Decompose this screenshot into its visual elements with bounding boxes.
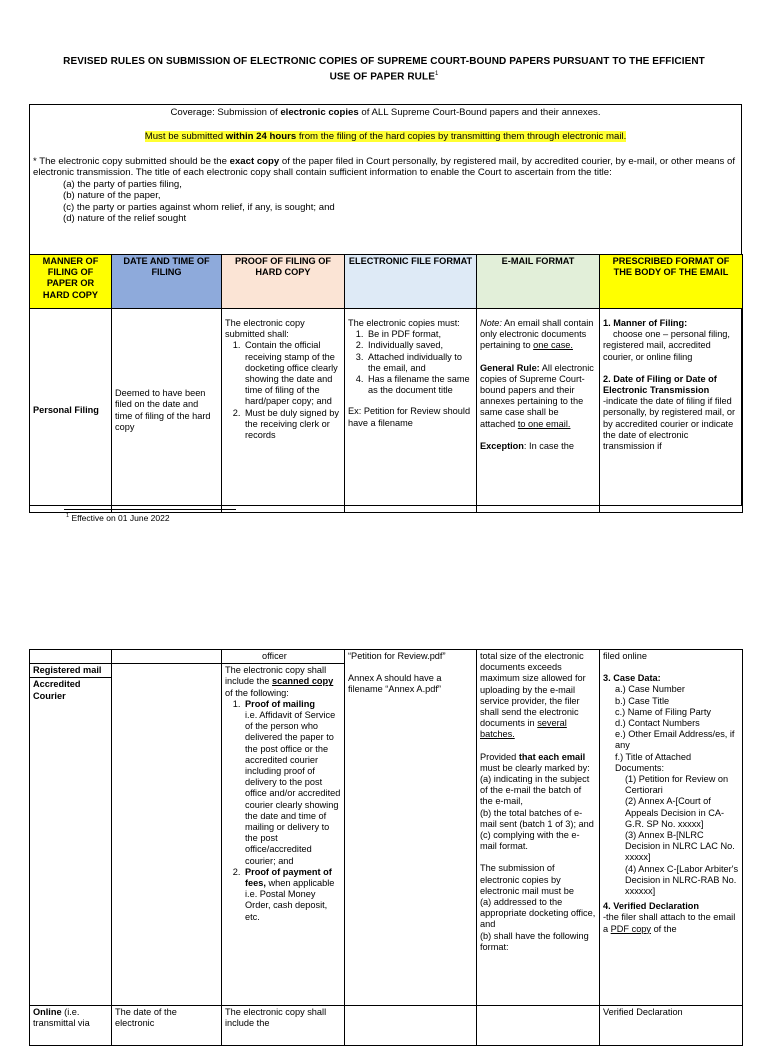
table-row-personal <box>30 309 743 513</box>
note-item: (d) nature of the relief sought <box>63 213 187 225</box>
body-section-1-title: 1. Manner of Filing: <box>603 318 688 328</box>
proof-mailing-title: Proof of mailing <box>245 698 315 709</box>
title-footnote-mark: 1 <box>434 71 439 77</box>
manner-registered <box>30 664 112 1006</box>
proof-registered <box>222 664 345 1006</box>
date-online: The date of the electronic <box>112 1006 222 1046</box>
footnote-rule <box>64 509 236 510</box>
date-registered <box>112 664 222 1006</box>
manner-registered-mail: Registered mail <box>33 665 102 676</box>
proof-scanned-rest: of the following: <box>225 687 289 698</box>
note-text-a: * The electronic copy submitted should be the <box>33 156 230 167</box>
manner-cell <box>30 309 112 513</box>
coverage-line <box>30 105 741 119</box>
proof-intro: The electronic copy submitted shall: <box>225 318 305 340</box>
email-registered <box>477 650 600 1006</box>
table-row-online <box>30 1006 743 1046</box>
body-cont: filed online <box>603 651 647 661</box>
email-batches-underlined: several batches. <box>480 718 567 740</box>
manner-online-rest: (i.e. transmittal via <box>33 1007 90 1029</box>
header-file-format: ELECTRONIC FILE FORMAT <box>345 255 477 309</box>
case-data-item: f.) Title of Attached Documents: <box>615 751 692 773</box>
coverage-prefix: Coverage: Submission of <box>170 107 281 118</box>
note-bold: exact copy <box>229 156 280 167</box>
manner-accredited-courier: Accredited Courier <box>30 677 111 701</box>
format-item: 3. Attached individually to the email, and <box>366 352 473 374</box>
note-item: (b) nature of the paper, <box>63 190 161 202</box>
email-provided-rest: must be clearly marked by: <box>480 762 590 773</box>
proof-online: The electronic copy shall include the <box>222 1006 345 1046</box>
manner-online <box>30 1006 112 1046</box>
header-body-format: PRESCRIBED FORMAT OF THE BODY OF THE EMAIL <box>600 255 743 309</box>
body-section-3-title: 3. Case Data: <box>603 673 661 684</box>
proof-payment-title: Proof of payment of fees, <box>245 866 332 889</box>
deadline-prefix: Must be submitted <box>144 131 226 142</box>
format-intro: The electronic copies must: <box>348 318 460 328</box>
deadline-line <box>30 130 741 143</box>
cont-manner <box>30 650 112 664</box>
cont-date <box>112 650 222 664</box>
email-rule-underlined: to one email. <box>517 418 571 429</box>
manner-online-bold: Online <box>33 1007 62 1018</box>
email-item: (a) indicating in the subject of the e-mail the batch of the e-mail, <box>480 774 590 807</box>
format-item: 1. Be in PDF format, <box>366 329 473 340</box>
email-provided: Provided <box>480 751 519 762</box>
proof-payment-text: when applicable i.e. Postal Money Order, cash deposit, etc. <box>245 878 335 922</box>
proof-personal <box>222 309 345 513</box>
manner-personal: Personal Filing <box>33 404 99 415</box>
note-item: (a) the party of parties filing, <box>63 178 182 190</box>
proof-scanned-intro: The electronic copy shall include the <box>225 665 327 687</box>
format-cont-annex: Annex A should have a filename “Annex A.pdf” <box>348 673 442 695</box>
header-manner: MANNER OF FILING OF PAPER OR HARD COPY <box>30 255 112 309</box>
table-row-continued <box>30 650 743 664</box>
case-data-item: b.) Case Title <box>615 695 670 706</box>
deadline-bold: within 24 hours <box>225 131 297 142</box>
format-item: 2. Individually saved, <box>366 340 473 351</box>
email-rule-text: All electronic copies of Supreme Court-bound papers and their annexes pertaining to the same case shall be attached <box>480 362 594 429</box>
email-item: (c) complying with the e-mail format. <box>480 830 580 852</box>
document-title <box>60 55 708 83</box>
date-personal: Deemed to have been filed on the date and time of filing of the hard copy <box>112 309 222 513</box>
header-email-format: E-MAIL FORMAT <box>477 255 600 309</box>
cont-proof: officer <box>222 650 345 664</box>
coverage-bold: electronic copies <box>280 107 359 118</box>
email-provided-bold: that each email <box>518 751 586 762</box>
email-item: (b) the total batches of e-mail sent (batch 1 of 3); and <box>480 807 594 829</box>
exact-copy-note <box>33 156 735 224</box>
body-section-2-title: 2. Date of Filing or Date of Electronic Transmission <box>603 373 717 396</box>
case-data-item: c.) Name of Filing Party <box>615 706 711 717</box>
body-section-2-text: -indicate the date of filing if filed personally, by registered mail, or by accredited courier or indicate the date of electronic transmission if <box>603 396 736 452</box>
rules-table-part-1 <box>29 254 743 513</box>
note-text-b: of the paper filed in Court personally, by registered mail, by accredited courier, by e-mail, or other means of electronic transmission. The title of each electronic copy shall contain sufficient information to enable the Court to ascertain from the title: <box>33 156 735 179</box>
email-note-label: Note: <box>480 318 502 328</box>
proof-payment-item <box>243 867 341 923</box>
header-date: DATE AND TIME OF FILING <box>112 255 222 309</box>
proof-mailing-text: i.e. Affidavit of Service of the person who delivered the paper to the post office or the accredited courier including proof of delivery to the post office and/or accredited courier clearly showing the date and time of mailing or delivery to the post office/accredited courier; and <box>245 710 341 866</box>
footnote-mark: 1 <box>66 513 70 520</box>
title-text: REVISED RULES ON SUBMISSION OF ELECTRONIC COPIES OF SUPREME COURT-BOUND PAPERS PURSUANT TO THE EFFICIENT USE OF PAPER RULE <box>63 56 705 83</box>
footnote-text: Effective on 01 June 2022 <box>71 513 170 523</box>
email-exception-label: Exception <box>480 440 524 451</box>
body-registered <box>600 650 743 1006</box>
note-item: (c) the party or parties against whom relief, if any, is sought; and <box>63 201 335 213</box>
email-submission-text: The submission of electronic copies by electronic mail must be <box>480 863 574 896</box>
email-submission-item: (a) addressed to the appropriate docketing office, and <box>480 897 596 930</box>
format-example: Ex: Petition for Review should have a filename <box>348 406 471 428</box>
email-batches-text: total size of the electronic documents exceeds maximum size allowed for uploading by the e-mail service provider, the filer shall send the electronic documents in <box>480 651 586 729</box>
deadline-suffix: from the filing of the hard copies by transmitting them through electronic mail. <box>296 131 627 142</box>
email-submission-item: (b) shall have the following format: <box>480 930 589 952</box>
format-cont-filename: “Petition for Review.pdf” <box>348 651 446 661</box>
body-section-4-title: 4. Verified Declaration <box>603 901 699 912</box>
body-section-1-text: choose one – personal filing, registered mail, accredited courier, or online filing <box>603 329 730 362</box>
footnote <box>66 513 170 523</box>
proof-item: 1. Contain the official receiving stamp of the docketing office clearly showing the date and time of filing of the hard/paper copy; and <box>243 340 341 407</box>
email-personal <box>477 309 600 513</box>
case-data-item: d.) Contact Numbers <box>615 718 700 729</box>
case-data-item: a.) Case Number <box>615 684 685 695</box>
page-2 <box>0 560 768 1029</box>
body-section-4-underlined: PDF copy <box>610 923 652 934</box>
email-online <box>477 1006 600 1046</box>
email-rule-label: General Rule: <box>480 362 540 373</box>
proof-item: 2. Must be duly signed by the receiving clerk or records <box>243 408 341 442</box>
format-registered <box>345 650 477 1006</box>
table-header-row <box>30 255 743 309</box>
format-item: 4. Has a filename the same as the document title <box>366 374 473 396</box>
rules-table-part-2 <box>29 649 743 1046</box>
case-data-item: e.) Other Email Address/es, if any <box>615 729 735 751</box>
format-personal <box>345 309 477 513</box>
header-proof: PROOF OF FILING OF HARD COPY <box>222 255 345 309</box>
body-section-4-rest: of the <box>651 923 677 934</box>
format-online <box>345 1006 477 1046</box>
body-online: Verified Declaration <box>600 1006 743 1046</box>
body-section-4-text: -the filer shall attach to the email a <box>603 912 736 934</box>
proof-scanned-copy: scanned copy <box>272 676 334 687</box>
email-exception-text: : In case the <box>523 440 574 451</box>
email-note-underlined: one case. <box>533 340 573 351</box>
body-personal <box>600 309 743 513</box>
proof-mailing-item <box>243 699 341 867</box>
attached-doc-item: (2) Annex A-[Court of Appeals Decision in CA-G.R. SP No. xxxxx] <box>625 796 725 829</box>
coverage-suffix: of ALL Supreme Court-Bound papers and their annexes. <box>358 107 601 118</box>
attached-doc-item: (3) Annex B-[NLRC Decision in NLRC LAC No. xxxxx] <box>625 830 735 863</box>
attached-doc-item: (4) Annex C-[Labor Arbiter's Decision in NLRC-RAB No. xxxxxx] <box>625 863 739 897</box>
email-note-text: An email shall contain only electronic documents pertaining to <box>480 318 594 351</box>
attached-doc-item: (1) Petition for Review on Certiorari <box>625 774 729 796</box>
